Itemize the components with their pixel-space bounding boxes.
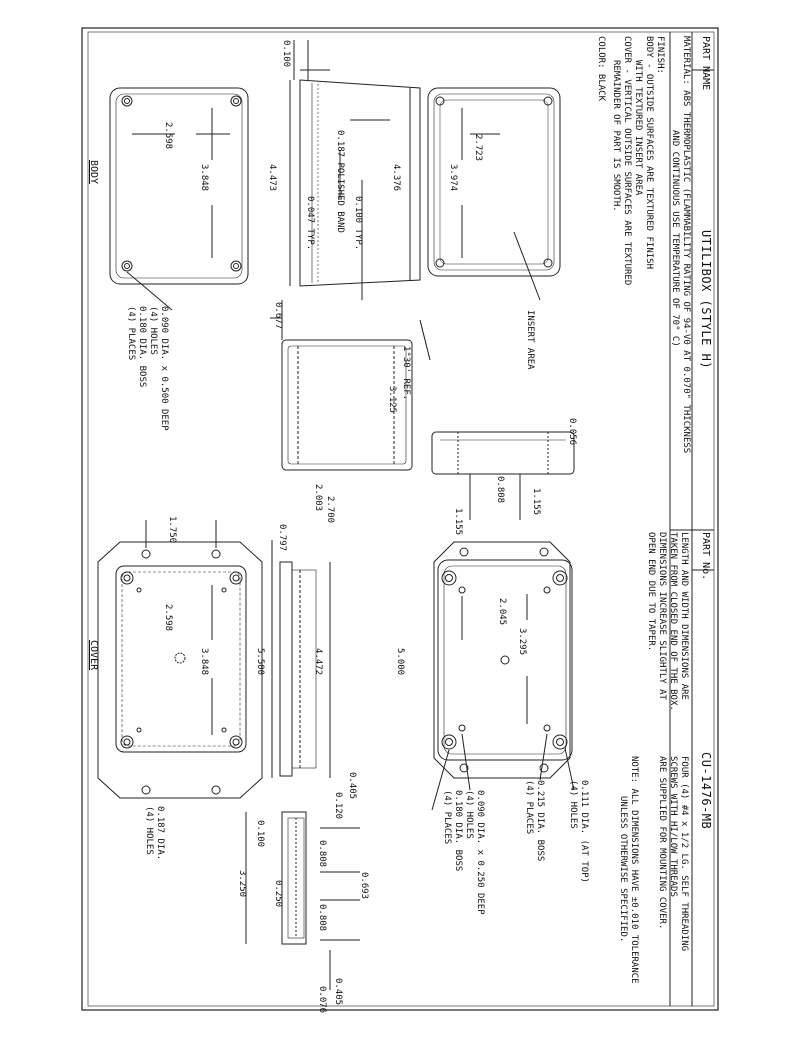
dim-3974: 3.974 [448,164,458,192]
top-holes-callout-2: (4) HOLES [568,780,578,829]
dim-0187-band: 0.187 POLISHED BAND [335,130,345,233]
dim-0100-side: 0.100 [255,820,265,848]
dim-0250: 0.250 [273,880,283,908]
inner-holes-callout-2: (4) HOLES [464,790,474,839]
dim-0677: 0.677 [273,302,283,330]
dim-1155-a: 1.155 [531,488,541,516]
dim-0047-typ: 0.047 TYP. [305,196,315,251]
cover-holes-callout-2: (4) HOLES [144,806,154,855]
dim-0797: 0.797 [277,524,287,552]
dim-0693: 0.693 [359,872,369,900]
dim-0100-typ: 0.100 TYP. [353,196,363,251]
dim-2003: 2.003 [313,484,323,512]
body-holes-callout-2: (4) HOLES [148,306,158,355]
finish-note-4: COVER - VERTICAL OUTSIDE SURFACES ARE TEXTURED [622,36,632,286]
length-width-note-1: LENGTH AND WIDTH DIMENSIONS ARE [679,532,689,700]
inner-boss-callout-2: (4) PLACES [524,780,534,835]
dim-2700: 2.700 [325,496,335,524]
dim-0100-top: 0.100 [281,40,291,68]
part-name-label: PART NAME [700,36,711,91]
dim-0056: 0.056 [567,418,577,446]
tolerance-note-1: NOTE: ALL DIMENSIONS HAVE ±0.010 TOLERANCE [629,756,639,984]
dim-5000: 5.000 [395,648,405,676]
dim-0808-b: 0.808 [317,904,327,932]
top-holes-callout-1: 0.111 DIA. (AT TOP) [579,780,589,883]
screws-note-3: ARE SUPPLIED FOR MOUNTING COVER. [657,756,667,930]
insert-area-callout: INSERT AREA [525,310,535,370]
dim-0405-b: 0.405 [333,978,343,1006]
finish-note-3: WITH TEXTURED INSERT AREA [633,60,643,196]
material-note-2: AND CONTINUOUS USE TEMPERATURE OF 70° C) [670,130,680,347]
tolerance-note-2: UNLESS OTHERWISE SPECIFIED. [618,796,628,943]
part-no: CU-1476-MB [699,752,713,830]
screws-note-2: SCREWS WITH HI/LOW THREADS [668,756,678,897]
finish-note-2: BODY - OUTSIDE SURFACES ARE TEXTURED FINISH [644,36,654,269]
dim-1750: 1.750 [167,516,177,544]
dim-3250: 3.250 [237,870,247,898]
inner-boss-callout-1: 0.215 DIA. BOSS [535,780,545,862]
dim-1-30-ref: 1°30' REF. [401,346,411,401]
dim-0076: 0.076 [317,986,327,1014]
dim-0808-end: 0.808 [495,476,505,504]
dim-2598-cover: 2.598 [163,604,173,632]
dim-0120: 0.120 [333,792,343,820]
dim-3295: 3.295 [517,628,527,656]
cover-holes-callout-1: 0.187 DIA. [155,806,165,861]
body-holes-callout-4: (4) PLACES [126,306,136,361]
dim-2598-body: 2.598 [163,122,173,150]
inner-holes-callout-3: 0.180 DIA. BOSS [453,790,463,872]
dim-3848-body: 3.848 [199,164,209,192]
body-holes-callout-3: 0.180 DIA. BOSS [137,306,147,388]
finish-note-1: FINISH: [655,36,665,74]
dim-4473: 4.473 [267,164,277,192]
material-note-1: MATERIAL: ABS THERMOPLASTIC (FLAMMABILITY RATING OF 94-V0 AT 0.070" THICKNESS [681,36,691,454]
dim-0405-a: 0.405 [347,772,357,800]
dim-1155-b: 1.155 [453,508,463,536]
screws-note-1: FOUR (4) #4 x 1/2 LG. SELF THREADING [679,756,689,952]
length-width-note-4: OPEN END DUE TO TAPER. [646,532,656,652]
dim-4376: 4.376 [391,164,401,192]
inner-holes-callout-1: 0.090 DIA. x 0.250 DEEP [475,790,485,915]
dim-0808-a: 0.808 [317,840,327,868]
color-note: COLOR: BLACK [596,36,606,102]
cover-view-label: COVER [88,640,99,671]
body-view-label: BODY [88,160,99,185]
dim-5500: 5.500 [255,648,265,676]
dim-2723: 2.723 [473,134,483,162]
dim-4472: 4.472 [313,648,323,676]
body-holes-callout-1: 0.090 DIA. x 0.500 DEEP [159,306,169,431]
dim-2045: 2.045 [497,598,507,626]
dim-3125: 3.125 [387,386,397,414]
inner-holes-callout-4: (4) PLACES [442,790,452,845]
part-no-label: PART No. [700,532,711,581]
length-width-note-2: TAKEN FROM CLOSED END OF THE BOX. [668,532,678,711]
length-width-note-3: DIMENSIONS INCREASE SLIGHTLY AT [657,532,667,700]
part-name: UTILIBOX (STYLE H) [699,230,713,370]
finish-note-5: REMAINDER OF PART IS SMOOTH. [611,60,621,212]
dim-3848-cover: 3.848 [199,648,209,676]
